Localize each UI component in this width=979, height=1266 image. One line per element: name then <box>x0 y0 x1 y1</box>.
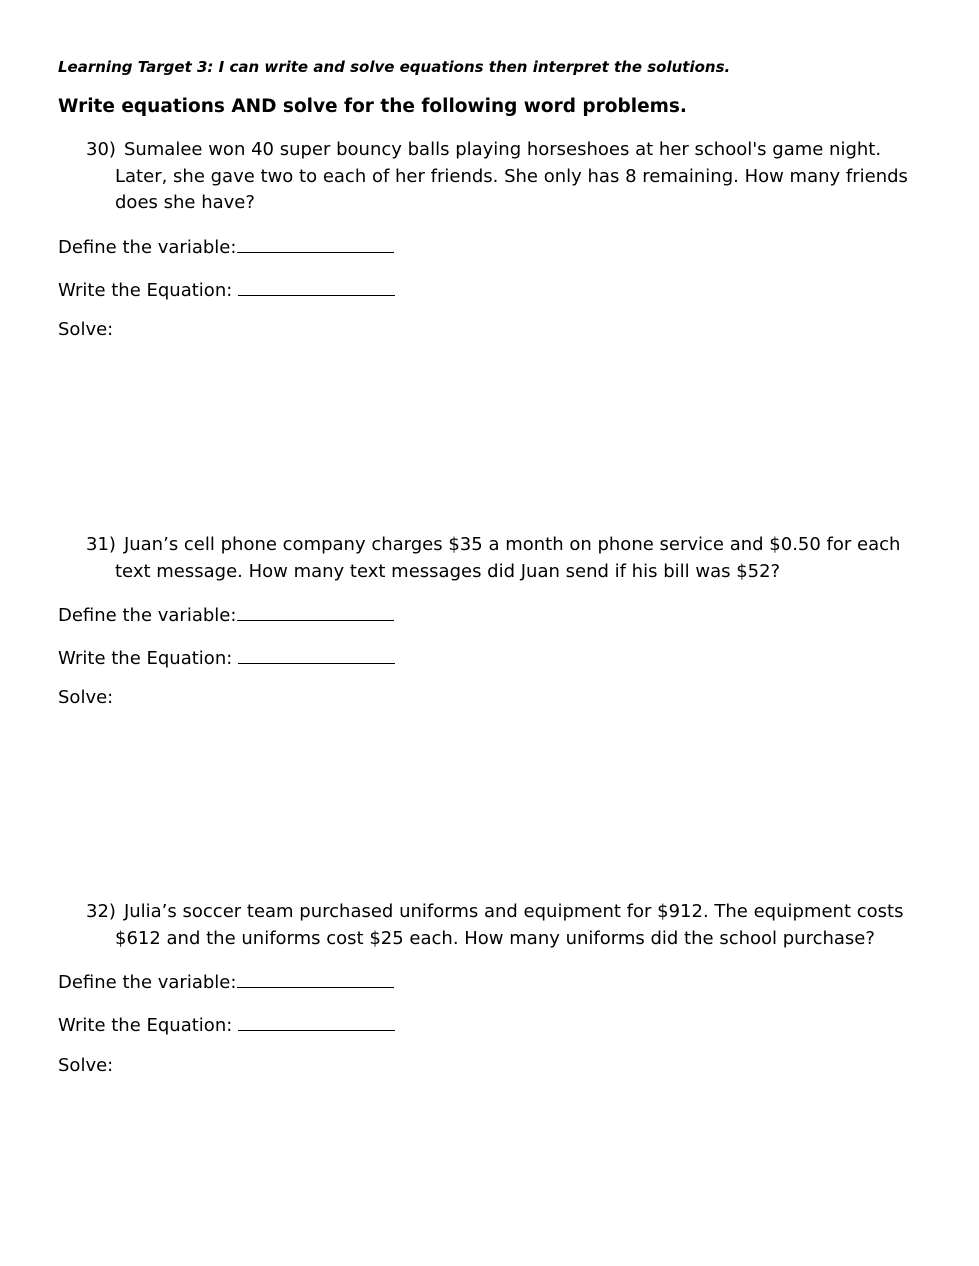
problem-32 <box>86 899 916 952</box>
write-equation-row <box>58 1012 395 1036</box>
instructions-heading: Write equations AND solve for the following word problems. <box>58 96 687 117</box>
problem-number: 31) <box>86 534 116 555</box>
define-variable-blank[interactable] <box>237 602 394 621</box>
define-variable-row <box>58 602 394 626</box>
define-variable-label: Define the variable: <box>58 605 237 626</box>
write-equation-row <box>58 277 395 301</box>
problem-31 <box>86 532 916 585</box>
problem-text: Julia’s soccer team purchased uniforms and equipment for $912. The equipment costs $612 and the uniforms cost $25 each. How many uniforms did the school purchase? <box>115 901 904 949</box>
define-variable-label: Define the variable: <box>58 237 237 258</box>
write-equation-row <box>58 645 395 669</box>
write-equation-blank[interactable] <box>238 1012 395 1031</box>
solve-label: Solve: <box>58 687 114 708</box>
learning-target: Learning Target 3: I can write and solve equations then interpret the solutions. <box>58 58 731 76</box>
problem-number: 30) <box>86 139 116 160</box>
write-equation-label: Write the Equation: <box>58 280 233 301</box>
write-equation-blank[interactable] <box>238 645 395 664</box>
problem-30 <box>86 137 916 217</box>
problem-number: 32) <box>86 901 116 922</box>
solve-label: Solve: <box>58 319 114 340</box>
define-variable-blank[interactable] <box>237 969 394 988</box>
define-variable-label: Define the variable: <box>58 972 237 993</box>
write-equation-label: Write the Equation: <box>58 1015 233 1036</box>
problem-text: Juan’s cell phone company charges $35 a month on phone service and $0.50 for each text message. How many text messages did Juan send if his bill was $52? <box>115 534 901 582</box>
define-variable-blank[interactable] <box>237 234 394 253</box>
write-equation-label: Write the Equation: <box>58 648 233 669</box>
problem-text: Sumalee won 40 super bouncy balls playing horseshoes at her school's game night. Later, she gave two to each of her friends. She only has 8 remaining. How many friends does she have? <box>115 139 908 213</box>
define-variable-row <box>58 234 394 258</box>
write-equation-blank[interactable] <box>238 277 395 296</box>
solve-label: Solve: <box>58 1055 114 1076</box>
define-variable-row <box>58 969 394 993</box>
